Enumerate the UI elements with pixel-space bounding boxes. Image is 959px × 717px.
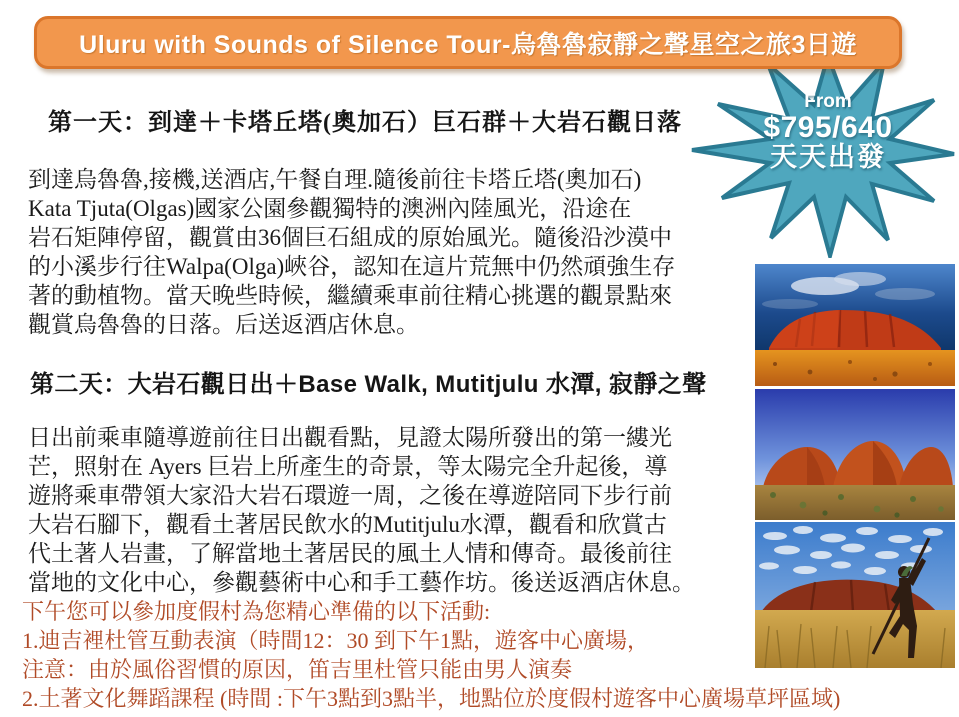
day2-body: 日出前乘車隨導遊前往日出觀看點，見證太陽所發出的第一縷光 芒，照射在 Ayers 巨岩上所產生的奇景，等太陽完全升起後，導 遊將乘車帶領大家沿大岩石環遊一周，之後在導遊陪同下步行前 大岩石腳下，觀看土著居民飲水的Mutitjulu水潭，觀看和欣賞古 代土著人岩畫，了解當地土著居民的風土人情和傳奇。最後前往 當地的文化中心，參觀藝術中心和手工藝作坊。後送返酒店休息。 — [28, 425, 695, 595]
price-from-label: From — [804, 91, 852, 112]
day2-heading: 第二天：大岩石觀日出＋Base Walk, Mutitjulu 水潭, 寂靜之聲 — [30, 371, 707, 398]
aboriginal-man-photo — [755, 522, 955, 668]
price-badge — [688, 56, 956, 258]
page-title: Uluru with Sounds of Silence Tour-烏魯魯寂靜之聲星空之旅3日遊 — [79, 30, 857, 59]
kata-tjuta-photo — [755, 389, 955, 520]
activity-item-1: 1.迪吉裡杜管互動表演（時間12：30 到下午1點，遊客中心廣場， 注意：由於風俗習慣的原因，笛吉里杜管只能由男人演奏 — [22, 628, 650, 682]
uluru-sunset-photo — [755, 264, 955, 386]
afternoon-activities-intro: 下午您可以參加度假村為您精心準備的以下活動: — [22, 599, 491, 624]
activity-item-2: 2.土著文化舞蹈課程 (時間 :下午3點到3點半，地點位於度假村遊客中心廣場草坪區域) — [22, 686, 841, 711]
header-banner — [34, 16, 902, 69]
day1-body: 到達烏魯魯,接機,送酒店,午餐自理.隨後前往卡塔丘塔(奧加石) Kata Tjuta(Olgas)國家公園參觀獨特的澳洲內陸風光，沿途在 岩石矩陣停留，觀賞由36個巨石組成的原始風光。隨後沿沙漠中 的小溪步行往Walpa(Olga)峽谷，認知在這片荒無中仍然頑強生存 著的動植物。當天晚些時候，繼續乘車前往精心挑選的觀景點來 觀賞烏魯魯的日落。后送返酒店休息。 — [28, 167, 676, 337]
price-value: $795/640 — [763, 110, 893, 144]
price-cta: 天天出發 — [770, 142, 886, 173]
price-badge-text — [728, 92, 928, 172]
day1-heading: 第一天：到達＋卡塔丘塔(奧加石）巨石群＋大岩石觀日落 — [48, 110, 682, 136]
